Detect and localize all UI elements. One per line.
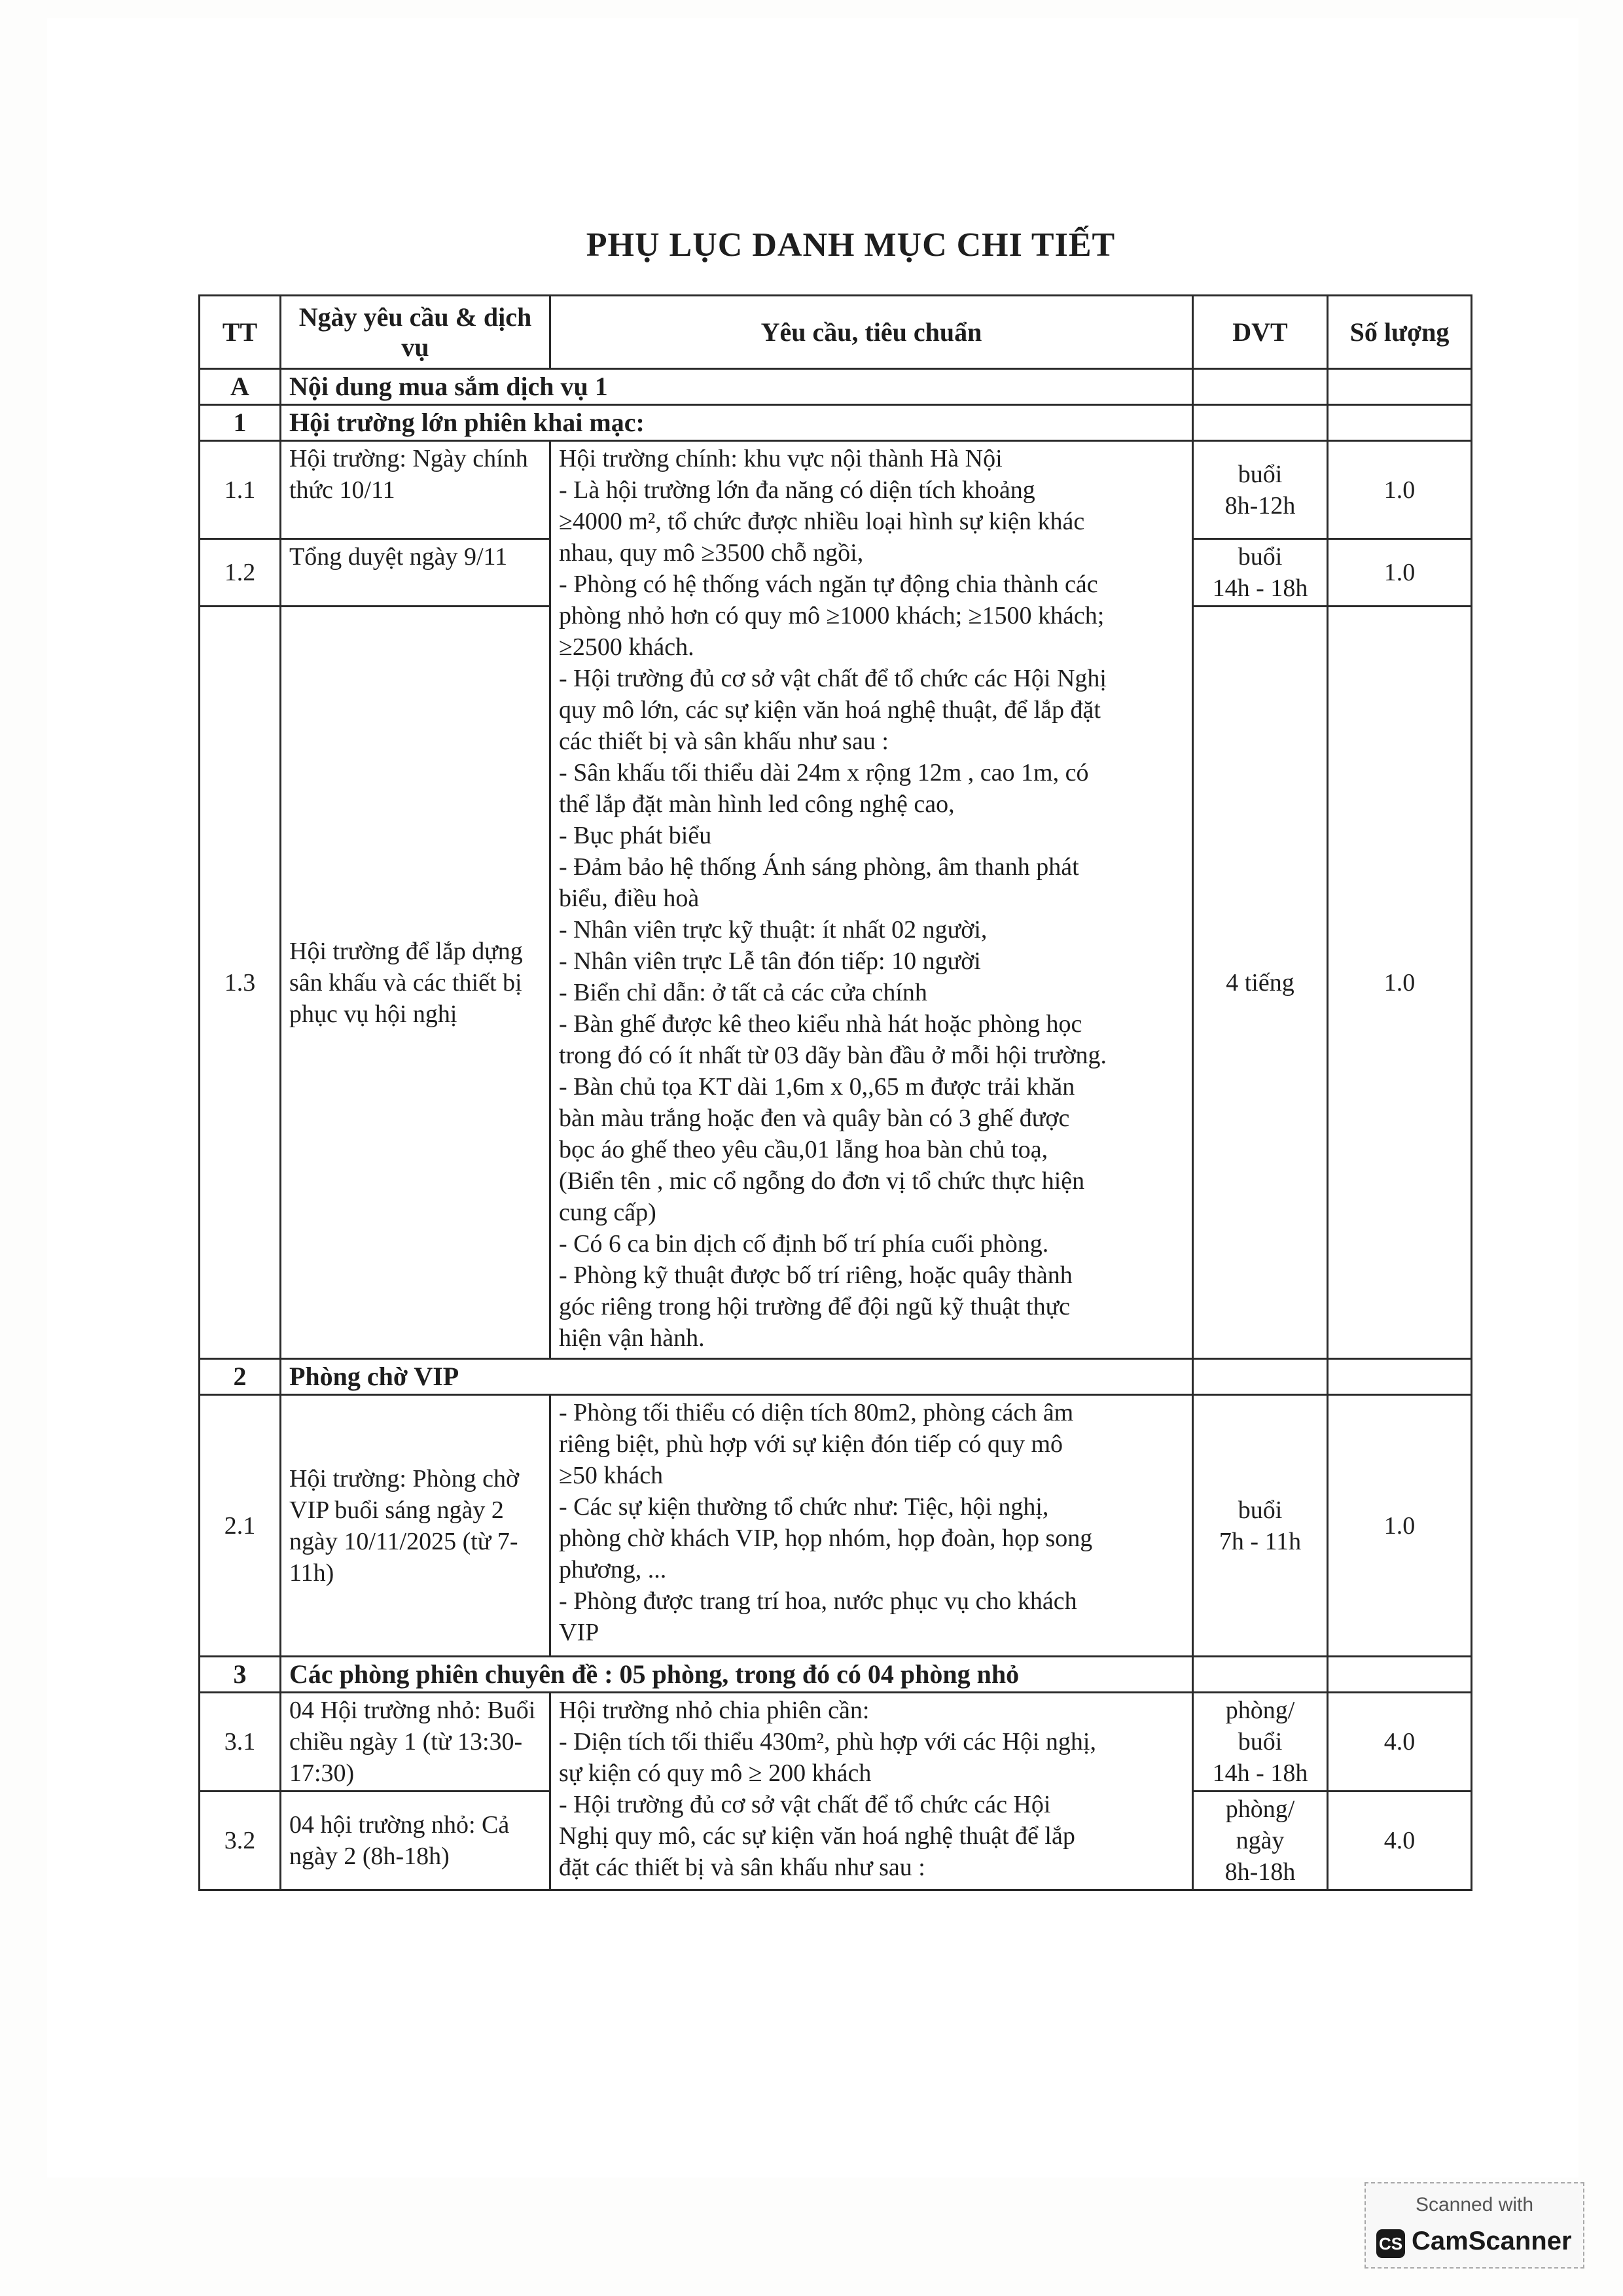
group-row [200, 405, 1472, 441]
row-tt: 3.1 [200, 1693, 281, 1792]
requirement-line: trong đó có ít nhất từ 03 dãy bàn đầu ở mỗi hội trường. [559, 1042, 1107, 1069]
empty-cell [1193, 405, 1328, 441]
requirements-cell [550, 1693, 1193, 1890]
unit-line: 7h - 11h [1219, 1527, 1302, 1555]
requirement-line: Hội trường nhỏ chia phiên cần: [559, 1697, 870, 1724]
row-tt: 3.2 [200, 1792, 281, 1890]
row-unit [1193, 1395, 1328, 1657]
unit-line: buổi [1238, 543, 1283, 571]
requirement-line: bàn màu trắng hoặc đen và quây bàn có 3 ghế được [559, 1104, 1070, 1132]
row-unit [1193, 539, 1328, 607]
group-tt: 1 [200, 405, 281, 441]
table-row [200, 1395, 1472, 1657]
empty-cell [1328, 1359, 1472, 1395]
requirement-line: - Nhân viên trực Lễ tân đón tiếp: 10 người [559, 947, 981, 975]
row-tt: 2.1 [200, 1395, 281, 1657]
row-quantity: 1.0 [1328, 441, 1472, 539]
requirement-line: - Hội trường đủ cơ sở vật chất để tổ chức các Hội Nghị [559, 665, 1107, 692]
requirement-line: - Nhân viên trực kỹ thuật: ít nhất 02 người, [559, 916, 988, 944]
header-service: Ngày yêu cầu & dịch vụ [281, 296, 550, 369]
requirement-line: thể lắp đặt màn hình led công nghệ cao, [559, 790, 955, 818]
requirement-line: ≥50 khách [559, 1462, 664, 1489]
requirements-cell [550, 441, 1193, 1359]
group-label: Các phòng phiên chuyên đề : 05 phòng, trong đó có 04 phòng nhỏ [281, 1657, 1193, 1693]
requirement-line: - Bàn ghế được kê theo kiểu nhà hát hoặc phòng học [559, 1010, 1082, 1038]
requirement-line: phòng nhỏ hơn có quy mô ≥1000 khách; ≥1500 khách; [559, 602, 1105, 629]
empty-cell [1193, 1657, 1328, 1693]
row-service: Hội trường: Ngày chính thức 10/11 [281, 441, 550, 539]
requirement-line: - Là hội trường lớn đa năng có diện tích khoảng [559, 476, 1035, 504]
requirement-line: góc riêng trong hội trường để đội ngũ kỹ thuật thực [559, 1293, 1071, 1320]
requirement-line: - Các sự kiện thường tổ chức như: Tiệc, hội nghị, [559, 1493, 1049, 1521]
requirement-line: hiện vận hành. [559, 1324, 705, 1352]
requirement-line: - Sân khấu tối thiểu dài 24m x rộng 12m , cao 1m, có [559, 759, 1089, 786]
row-service: 04 Hội trường nhỏ: Buổi chiều ngày 1 (từ 13:30-17:30) [281, 1693, 550, 1792]
requirements-cell [550, 1395, 1193, 1657]
unit-line: ngày [1236, 1827, 1285, 1854]
requirement-line: - Bàn chủ tọa KT dài 1,6m x 0,,65 m được trải khăn [559, 1073, 1075, 1101]
row-service: Hội trường: Phòng chờ VIP buổi sáng ngày 2 ngày 10/11/2025 (từ 7-11h) [281, 1395, 550, 1657]
document-title: PHỤ LỤC DANH MỤC CHI TIẾT [586, 226, 1116, 264]
requirement-line: biểu, điều hoà [559, 885, 700, 912]
requirement-line: nhau, quy mô ≥3500 chỗ ngồi, [559, 539, 864, 567]
row-quantity: 1.0 [1328, 539, 1472, 607]
header-tt: TT [200, 296, 281, 369]
group-row [200, 1657, 1472, 1693]
unit-line: 14h - 18h [1212, 1759, 1308, 1787]
unit-line: phòng/ [1225, 1697, 1295, 1724]
empty-cell [1328, 405, 1472, 441]
section-label: Nội dung mua sắm dịch vụ 1 [281, 369, 1193, 405]
requirement-line: đặt các thiết bị và sân khấu như sau : [559, 1854, 925, 1881]
group-label: Hội trường lớn phiên khai mạc: [281, 405, 1193, 441]
requirement-line: ≥2500 khách. [559, 633, 694, 661]
row-tt: 1.3 [200, 607, 281, 1359]
requirement-line: - Hội trường đủ cơ sở vật chất để tổ chức các Hội [559, 1791, 1051, 1818]
row-tt: 1.1 [200, 441, 281, 539]
unit-line: phòng/ [1225, 1795, 1295, 1823]
requirement-line: - Phòng kỹ thuật được bố trí riêng, hoặc quây thành [559, 1262, 1073, 1289]
row-tt: 1.2 [200, 539, 281, 607]
camscanner-watermark [1364, 2182, 1584, 2269]
row-unit [1193, 1792, 1328, 1890]
requirement-line: riêng biệt, phù hợp với sự kiện đón tiếp có quy mô [559, 1430, 1063, 1458]
camscanner-brand: CamScanner [1412, 2227, 1572, 2255]
empty-cell [1193, 1359, 1328, 1395]
row-quantity: 4.0 [1328, 1792, 1472, 1890]
row-quantity: 1.0 [1328, 607, 1472, 1359]
requirement-line: Hội trường chính: khu vực nội thành Hà Nội [559, 445, 1003, 472]
unit-line: 14h - 18h [1212, 574, 1308, 602]
header-unit: DVT [1193, 296, 1328, 369]
row-service: Hội trường để lắp dựng sân khấu và các thiết bị phục vụ hội nghị [281, 607, 550, 1359]
requirement-line: - Diện tích tối thiểu 430m², phù hợp với các Hội nghị, [559, 1728, 1096, 1756]
camscanner-logo-icon: CS [1376, 2229, 1405, 2258]
requirement-line: - Biển chỉ dẫn: ở tất cả các cửa chính [559, 979, 927, 1006]
table-row [200, 441, 1472, 539]
requirement-line: bọc áo ghế theo yêu cầu,01 lẵng hoa bàn chủ toạ, [559, 1136, 1048, 1163]
table-row [200, 1693, 1472, 1792]
group-tt: 2 [200, 1359, 281, 1395]
row-unit: 4 tiếng [1193, 607, 1328, 1359]
requirement-line: VIP [559, 1619, 599, 1646]
section-tt: A [200, 369, 281, 405]
requirement-line: - Đảm bảo hệ thống Ánh sáng phòng, âm thanh phát [559, 853, 1079, 881]
requirement-line: phòng chờ khách VIP, họp nhóm, họp đoàn, họp song [559, 1525, 1093, 1552]
row-unit [1193, 441, 1328, 539]
row-service: 04 hội trường nhỏ: Cả ngày 2 (8h-18h) [281, 1792, 550, 1890]
row-quantity: 4.0 [1328, 1693, 1472, 1792]
detail-table [198, 294, 1472, 1891]
unit-line: buổi [1238, 1496, 1283, 1524]
unit-line: 8h-18h [1224, 1858, 1296, 1886]
scanned-with-label: Scanned with [1415, 2194, 1534, 2216]
requirement-line: phương, ... [559, 1556, 667, 1583]
requirement-line: - Có 6 ca bin dịch cố định bố trí phía cuối phòng. [559, 1230, 1049, 1258]
group-row [200, 1359, 1472, 1395]
requirement-line: - Phòng được trang trí hoa, nước phục vụ cho khách [559, 1587, 1077, 1615]
requirement-line: - Phòng tối thiểu có diện tích 80m2, phòng cách âm [559, 1399, 1074, 1426]
requirement-line: (Biển tên , mic cổ ngỗng do đơn vị tổ chức thực hiện [559, 1167, 1085, 1195]
requirement-line: cung cấp) [559, 1199, 656, 1226]
requirement-line: các thiết bị và sân khấu như sau : [559, 728, 889, 755]
row-service: Tổng duyệt ngày 9/11 [281, 539, 550, 607]
empty-cell [1193, 369, 1328, 405]
empty-cell [1328, 369, 1472, 405]
unit-line: buổi [1238, 460, 1283, 488]
unit-line: buổi [1238, 1728, 1283, 1756]
requirement-line: Nghị quy mô, các sự kiện văn hoá nghệ thuật để lắp [559, 1822, 1075, 1850]
header-quantity: Số lượng [1328, 296, 1472, 369]
header-requirements: Yêu cầu, tiêu chuẩn [550, 296, 1193, 369]
requirement-line: sự kiện có quy mô ≥ 200 khách [559, 1759, 872, 1787]
row-unit [1193, 1693, 1328, 1792]
empty-cell [1328, 1657, 1472, 1693]
requirement-line: quy mô lớn, các sự kiện văn hoá nghệ thuật, để lắp đặt [559, 696, 1101, 724]
row-quantity: 1.0 [1328, 1395, 1472, 1657]
group-tt: 3 [200, 1657, 281, 1693]
section-row [200, 369, 1472, 405]
header-row [200, 296, 1472, 369]
requirement-line: - Bục phát biểu [559, 822, 712, 849]
requirement-line: ≥4000 m², tổ chức được nhiều loại hình sự kiện khác [559, 508, 1085, 535]
unit-line: 8h-12h [1224, 491, 1296, 520]
requirement-line: - Phòng có hệ thống vách ngăn tự động chia thành các [559, 571, 1098, 598]
group-label: Phòng chờ VIP [281, 1359, 1193, 1395]
